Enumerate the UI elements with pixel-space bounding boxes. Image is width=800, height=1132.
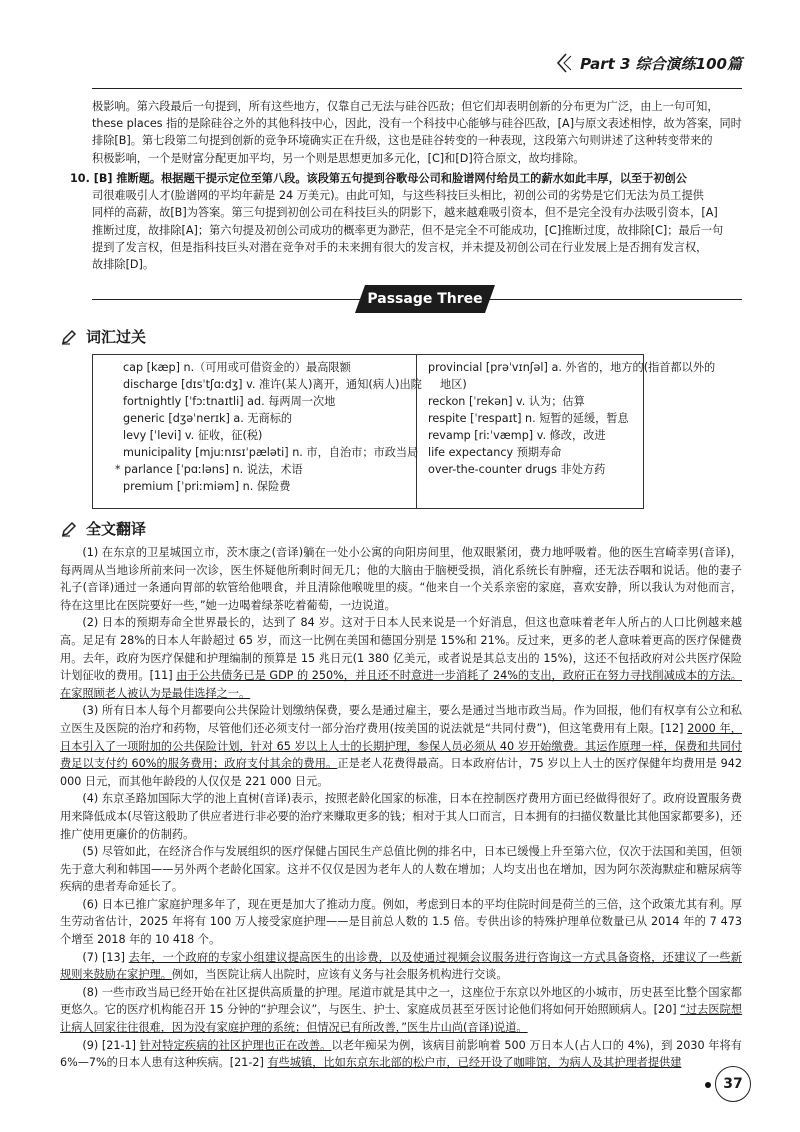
translation-heading bbox=[60, 518, 146, 539]
text-line: 积极影响，一个是财富分配更加平均，另一个则是思想更加多元化，[C]和[D]符合原文，故均排除。 bbox=[92, 151, 585, 165]
vocab-entry: premium [ˈpriːmiəm] n. 保险费 bbox=[123, 480, 291, 493]
vocab-column-right bbox=[428, 359, 716, 478]
page-header bbox=[552, 52, 742, 74]
translation-paragraph bbox=[60, 949, 742, 984]
answer-explanation-10 bbox=[70, 170, 742, 273]
page-number-dot bbox=[705, 1082, 711, 1088]
vocab-entry: reckon [ˈrekən] v. 认为；估算 bbox=[428, 395, 585, 408]
pen-icon bbox=[60, 520, 78, 538]
vocab-entry: 地区) bbox=[440, 378, 467, 391]
translation-paragraph: (4) 东京圣路加国际大学的池上直树(音译)表示，按照老龄化国家的标准，日本在控制医疗费用方面已经做得很好了。政府设置服务费用来降低成本(尽管这般助了供应者进行非必要的治疗来赚取更多的钱；相对于其人口而言，日本拥有的扫描仪数量比其他国家都要多)，还推广使用更廉价的仿制药。 bbox=[60, 792, 742, 841]
paragraph-text: 正是老人花费得最高。日本政府估计，75 岁以上人士的医疗保健年均费用是 942 000 日元，而其他年龄段的人仅仅是 221 000 日元。 bbox=[60, 757, 742, 788]
text-line: 故排除[D]。 bbox=[92, 258, 155, 272]
underlined-answer-evidence: 有些城镇，比如东京东北部的松户市，已经开设了咖啡馆，为病人及其护理者提供建 bbox=[267, 1056, 682, 1070]
vocab-entry: * parlance [ˈpɑːləns] n. 说法，术语 bbox=[115, 463, 303, 476]
paragraph-text: (2) 日本的预期寿命全世界最长的，达到了 84 岁。这对于日本人民来说是一个好消息，但这也意味着老年人所占的人口比例越来越高。足足有 28%的日本人年龄超过 65 岁，而这一比例在美国和德国分别是 15%和 21%。反过来，更多的老人意味着更高的医疗保健费用。去年，政府为医疗保健和护理编制的预算是 15 兆日元(1 380 亿美元，或者说是其总支出的 15%)，这还不包括政府对公共医疗保险计划征收的费用。[11] bbox=[60, 616, 742, 683]
translation-paragraph: (5) 尽管如此，在经济合作与发展组织的医疗保健占国民生产总值比例的排名中，日本已缓慢上升至第六位，仅次于法国和美国，但领先于意大利和韩国——另外两个老龄化国家。这并不仅仅是因为老年人的人数在增加；人均支出也在增加，因为阿尔茨海默症和糖尿病等疾病的患者寿命延长了。 bbox=[60, 845, 742, 894]
text-line: 司很难吸引人才(脸谱网的平均年薪是 24 万美元)。由此可知，与这些科技巨头相比，初创公司的劣势是它们无法为员工提供 bbox=[92, 189, 704, 203]
text-line: 10. [B] 推断题。根据题干提示定位至第八段。该段第五句提到谷歌母公司和脸谱网付给员工的薪水如此丰厚，以至于初创公 bbox=[70, 172, 687, 185]
vocab-title: 词汇过关 bbox=[86, 328, 147, 346]
answer-explanation-continued bbox=[92, 98, 742, 167]
translation-title: 全文翻译 bbox=[86, 520, 147, 538]
translation-paragraph bbox=[60, 1037, 742, 1072]
vocab-entry: municipality [mjuːnɪsɪˈpæləti] n. 市，自治市；市政当局 bbox=[123, 446, 419, 459]
paragraph-text: 以老年痴呆为例，该病目前影响着 500 万日本人(占人口的 4%)，到 2030 年将有 6%—7%的日本人患有这种疾病。[21-2] bbox=[60, 1038, 742, 1070]
vocab-table bbox=[92, 354, 716, 509]
vocab-entry: respite [ˈrespaɪt] n. 短暂的延缓，暂息 bbox=[428, 412, 629, 425]
paragraph-text: (8) 一些市政当局已经开始在社区提供高质量的护理。尾道市就是其中之一，这座位于东京以外地区的小城市，历史甚至比整个国家都更悠久。它的医疗机构能召开 15 分钟的“护理会议”，与医生、护士、家庭成员甚至牙医讨论他们将如何开始照顾病人。[20] bbox=[60, 985, 742, 1017]
paragraph-text: (7) [13] bbox=[82, 950, 129, 964]
paragraph-text: (9) [21-1] bbox=[82, 1038, 140, 1052]
vocab-entry: discharge [dɪsˈtʃɑːdʒ] v. 准许(某人)离开，通知(病人)出院 bbox=[123, 378, 422, 391]
vocab-entry: life expectancy 预期寿命 bbox=[428, 446, 562, 459]
vocab-entry: fortnightly [ˈfɔːtnaɪtli] ad. 每两周一次地 bbox=[123, 395, 336, 408]
paragraph-text: (3) 所有日本人每个月都要向公共保险计划缴纳保费，要么是通过雇主，要么是通过当地市政当局。作为回报，他们有权享有公立和私立医生及医院的治疗和药物，尽管他们还必须支付一部分治疗费用(按美国的说法就是“共同付费”)，但这笔费用有上限。[12] bbox=[60, 704, 742, 735]
text-line: these places 指的是除硅谷之外的其他科技中心，因此，没有一个科技中心能够与硅谷匹敌，[A]与原文表述相悖，故为答案，同时 bbox=[92, 117, 742, 131]
underlined-answer-evidence: 2000 年，日本引入了一项附加的公共保险计划，针对 65 岁以上人士的长期护理，参保人员必须从 40 岁开始缴费。其运作原理一样，保费和共同付费足以支付约 60%的服务费用；政府支付其余的费用。 bbox=[60, 721, 742, 771]
translation-paragraph bbox=[60, 614, 742, 702]
underlined-answer-evidence: 针对特定疾病的社区护理也正在改善。 bbox=[139, 1038, 332, 1052]
header-rule bbox=[92, 88, 742, 89]
translation-body bbox=[60, 544, 742, 1072]
vocab-entry: provincial [prəˈvɪnʃəl] a. 外省的，地方的(指首都以外的 bbox=[428, 361, 716, 374]
vocab-entry: over-the-counter drugs 非处方药 bbox=[428, 463, 606, 476]
vocab-heading bbox=[60, 326, 146, 347]
part-label: Part 3 综合演练100篇 bbox=[580, 54, 742, 73]
text-line: 排除[B]。第七段第二句提到创新的竞争环境确实正在升级，这也是硅谷转变的一种表现，这段第六句则讲述了这种转变带来的 bbox=[92, 134, 713, 148]
vocab-entry: revamp [riːˈvæmp] v. 修改，改进 bbox=[428, 429, 606, 442]
underlined-answer-evidence: “过去医院想让病人回家往往很难，因为没有家庭护理的系统；但情况已有所改善，”医生片山尚(音译)说道。 bbox=[60, 1003, 743, 1035]
vocab-entry: generic [dʒəˈnerɪk] a. 无商标的 bbox=[123, 412, 293, 425]
underlined-answer-evidence: 由于公共债务已是 GDP 的 250%，并且还不时意进一步消耗了 24%的支出，政府正在努力寻找削减成本的方法。在家照顾老人被认为是最佳选择之一。 bbox=[60, 669, 742, 700]
pen-icon bbox=[60, 328, 78, 346]
passage-title: Passage Three bbox=[367, 291, 483, 307]
passage-banner bbox=[355, 285, 495, 313]
text-line: 极影响。第六段最后一句提到，所有这些地方，仅靠自己无法与硅谷匹敌；但它们却表明创新的分布更为广泛，由上一句可知， bbox=[92, 100, 719, 113]
translation-paragraph: (6) 日本已推广家庭护理多年了，现在更是加大了推动力度。例如，考虑到日本的平均住院时间是荷兰的三倍，这个政策尤其有利。厚生劳动省估计，2025 年将有 100 万人接受家庭护理——是目前总人数的 1.5 倍。专供出诊的特殊护理单位数量已从 2014 年的 7 473 个增至 2018 年的 10 418 个。 bbox=[60, 897, 742, 947]
vocab-entry: levy [ˈlevi] v. 征收，征(税) bbox=[123, 429, 263, 442]
vocab-entry: cap [kæp] n.（可用或可借资金的）最高限额 bbox=[123, 361, 351, 374]
translation-paragraph bbox=[60, 984, 742, 1037]
text-line: 提到了发言权，但是指科技巨头对潜在竞争对手的未来拥有很大的发言权，并未提及初创公司在行业发展上是否拥有发言权， bbox=[92, 240, 708, 254]
underlined-answer-evidence: 去年，一个政府的专家小组建议提高医生的出诊费，以及使通过视频会议服务进行咨询这一方式具备资格，还建议了一些新规则来鼓励在家护理。 bbox=[60, 950, 742, 982]
translation-paragraph: (1) 在东京的卫星城国立市，茨木康之(音译)躺在一处小公寓的向阳房间里，他双眼紧闭，费力地呼吸着。他的医生宫崎幸男(音译)，每两周从当地诊所前来问一次诊，医生怀疑他所剩时间无几；他的大脑由于脑梗受损，消化系统长有肿瘤，还无法吞咽和说话。他的妻子礼子(音译)通过一条通向胃部的软管给他喂食，并且清除他喉咙里的痰。“他来自一个关系亲密的家庭，喜欢安静，所以我认为对他而言，待在这里比在医院要好一些，”她一边喝着绿茶吃着葡萄，一边说道。 bbox=[60, 546, 742, 612]
translation-paragraph bbox=[60, 702, 742, 790]
paragraph-text: 例如，当医院让病人出院时，应该有义务与社会服务机构进行交谈。 bbox=[171, 968, 508, 982]
text-line: 推断过度，故排除[A]；第六句提及初创公司成功的概率更为渺茫，但不是完全不可能成功，[C]推断过度，故排除[C]；最后一句 bbox=[92, 223, 724, 237]
vocab-column-left bbox=[115, 359, 422, 495]
part-chevron-icon bbox=[552, 52, 574, 74]
page-number: 37 bbox=[715, 1066, 751, 1102]
text-line: 同样的高薪，故[B]为答案。第三句提到初创公司在科技巨头的阴影下，越来越难吸引资本，但不是完全没有办法吸引资本，[A] bbox=[92, 206, 718, 220]
